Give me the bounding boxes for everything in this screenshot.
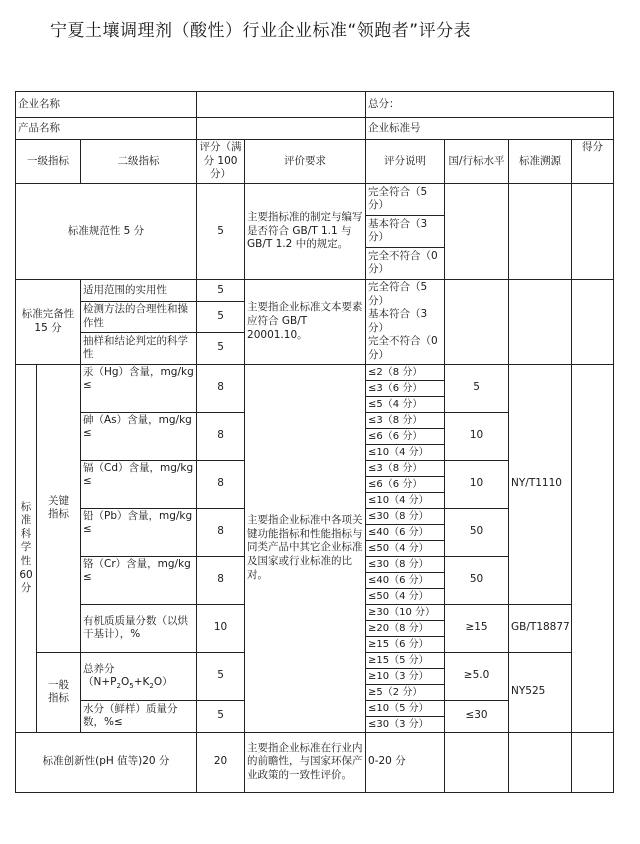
as-name: 砷（As）含量，mg/kg ≤ — [81, 412, 197, 460]
sec1-opt-basic: 基本符合（3 分） — [366, 215, 445, 247]
cd-name: 镉（Cd）含量，mg/kg ≤ — [81, 460, 197, 508]
pb-opt: ≤40（6 分） — [366, 524, 445, 540]
nutrient-natl: ≥5.0 — [445, 652, 509, 700]
as-score: 8 — [197, 412, 245, 460]
nutrient-opt: ≥10（3 分） — [366, 668, 445, 684]
col-header-natl-level: 国/行标水平 — [445, 140, 509, 184]
hg-name: 汞（Hg）含量，mg/kg ≤ — [81, 364, 197, 412]
pb-name: 铅（Pb）含量，mg/kg ≤ — [81, 508, 197, 556]
moisture-opt: ≤10（5 分） — [366, 700, 445, 716]
col-header-level1: 一级指标 — [16, 140, 81, 184]
sec2-item-score: 5 — [197, 302, 245, 332]
sec1-score: 5 — [197, 183, 245, 279]
cd-score: 8 — [197, 460, 245, 508]
sec2-source — [509, 279, 572, 364]
pb-score: 8 — [197, 508, 245, 556]
cr-opt: ≤50（4 分） — [366, 588, 445, 604]
sec1-natl — [445, 183, 509, 279]
company-name-label: 企业名称 — [16, 92, 197, 118]
sec4-source — [509, 732, 572, 792]
sec2-name: 标准完备性 15 分 — [16, 279, 81, 364]
sec1-requirement: 主要指标准的制定与编写是否符合 GB/T 1.1 与 GB/T 1.2 中的规定。 — [245, 183, 366, 279]
sec2-earned-field[interactable] — [572, 279, 614, 364]
sec2-opt-none: 完全不符合（0 分） — [368, 335, 438, 362]
sec3-general-label: 一般 指标 — [37, 652, 81, 732]
pb-opt: ≤50（4 分） — [366, 540, 445, 556]
sec1-opt-full: 完全符合（5 分） — [366, 183, 445, 215]
sec2-item-name: 适用范围的实用性 — [81, 279, 197, 301]
hg-opt: ≤2（8 分） — [366, 364, 445, 380]
product-name-label: 产品名称 — [16, 118, 197, 140]
om-score: 10 — [197, 604, 245, 652]
scoring-table — [15, 91, 614, 793]
sec1-source — [509, 183, 572, 279]
sec4-natl — [445, 732, 509, 792]
col-header-score: 评分（满分 100 分） — [197, 140, 245, 184]
sec3-source-om: GB/T18877 — [509, 604, 572, 652]
cd-opt: ≤3（8 分） — [366, 460, 445, 476]
sec3-requirement: 主要指企业标准中各项关键功能指标和性能指标与同类产品中其它企业标准及国家或行业标准的比对。 — [245, 364, 366, 732]
sec2-item-score: 5 — [197, 332, 245, 364]
as-natl: 10 — [445, 412, 509, 460]
product-name-field[interactable] — [197, 118, 366, 140]
sec4-score: 20 — [197, 732, 245, 792]
om-opt: ≥15（6 分） — [366, 636, 445, 652]
nutrient-opt: ≥5（2 分） — [366, 684, 445, 700]
cr-score: 8 — [197, 556, 245, 604]
pb-opt: ≤30（8 分） — [366, 508, 445, 524]
sec1-name: 标准规范性 5 分 — [16, 183, 197, 279]
sec4-name: 标准创新性(pH 值等)20 分 — [16, 732, 197, 792]
cr-opt: ≤40（6 分） — [366, 572, 445, 588]
sec2-natl — [445, 279, 509, 364]
sec2-opt-full: 完全符合（5 分） — [368, 280, 428, 307]
om-opt: ≥20（8 分） — [366, 620, 445, 636]
cr-opt: ≤30（8 分） — [366, 556, 445, 572]
sec2-item-name: 检测方法的合理性和操作性 — [81, 302, 197, 332]
moisture-score: 5 — [197, 700, 245, 732]
sec2-item-score: 5 — [197, 279, 245, 301]
company-name-field[interactable] — [197, 92, 366, 118]
cd-natl: 10 — [445, 460, 509, 508]
sec3-earned-field[interactable] — [572, 364, 614, 732]
sec2-opts — [366, 279, 445, 364]
as-opt: ≤3（8 分） — [366, 412, 445, 428]
sec2-requirement: 主要指企业标准文本要素应符合 GB/T 20001.10。 — [245, 279, 366, 364]
sec3-source-key: NY/T1110 — [509, 364, 572, 604]
moisture-name: 水分（鲜样）质量分数，%≤ — [81, 700, 197, 732]
moisture-opt: ≤30（3 分） — [366, 716, 445, 732]
sec2-item-name: 抽样和结论判定的科学性 — [81, 332, 197, 364]
sec1-earned-field[interactable] — [572, 183, 614, 279]
col-header-requirement: 评价要求 — [245, 140, 366, 184]
cd-opt: ≤6（6 分） — [366, 476, 445, 492]
cd-opt: ≤10（4 分） — [366, 492, 445, 508]
sec3-key-label: 关键 指标 — [37, 364, 81, 652]
page-title: 宁夏土壤调理剂（酸性）行业企业标准“领跑者”评分表 — [50, 21, 472, 41]
col-header-earned: 得分 — [572, 140, 614, 184]
hg-natl: 5 — [445, 364, 509, 412]
cr-natl: 50 — [445, 556, 509, 604]
om-opt: ≥30（10 分） — [366, 604, 445, 620]
om-name: 有机质质量分数（以烘干基计），% — [81, 604, 197, 652]
sec4-requirement: 主要指企业标准在行业内的前瞻性，与国家环保产业政策的一致性评价。 — [245, 732, 366, 792]
col-header-level2: 二级指标 — [81, 140, 197, 184]
col-header-explanation: 评分说明 — [366, 140, 445, 184]
nutrient-name: 总养分 $(N+P_2O_5+K_2O)$ — [81, 652, 197, 700]
sec4-explanation: 0-20 分 — [366, 732, 445, 792]
sec1-opt-none: 完全不符合（0 分） — [366, 247, 445, 279]
moisture-natl: ≤30 — [445, 700, 509, 732]
hg-score: 8 — [197, 364, 245, 412]
as-opt: ≤6（6 分） — [366, 428, 445, 444]
sec3-name: 标 准 科 学 性 60 分 — [16, 364, 37, 732]
sec3-source-general: NY525 — [509, 652, 572, 732]
sec4-earned-field[interactable] — [572, 732, 614, 792]
nutrient-score: 5 — [197, 652, 245, 700]
pb-natl: 50 — [445, 508, 509, 556]
total-score-label: 总分： — [366, 92, 614, 118]
hg-opt: ≤3（6 分） — [366, 380, 445, 396]
hg-opt: ≤5（4 分） — [366, 396, 445, 412]
standard-no-label: 企业标准号 — [366, 118, 614, 140]
om-natl: ≥15 — [445, 604, 509, 652]
sec2-opt-basic: 基本符合（3 分） — [368, 308, 428, 334]
as-opt: ≤10（4 分） — [366, 444, 445, 460]
cr-name: 铬（Cr）含量，mg/kg ≤ — [81, 556, 197, 604]
nutrient-opt: ≥15（5 分） — [366, 652, 445, 668]
col-header-source: 标准溯源 — [509, 140, 572, 184]
